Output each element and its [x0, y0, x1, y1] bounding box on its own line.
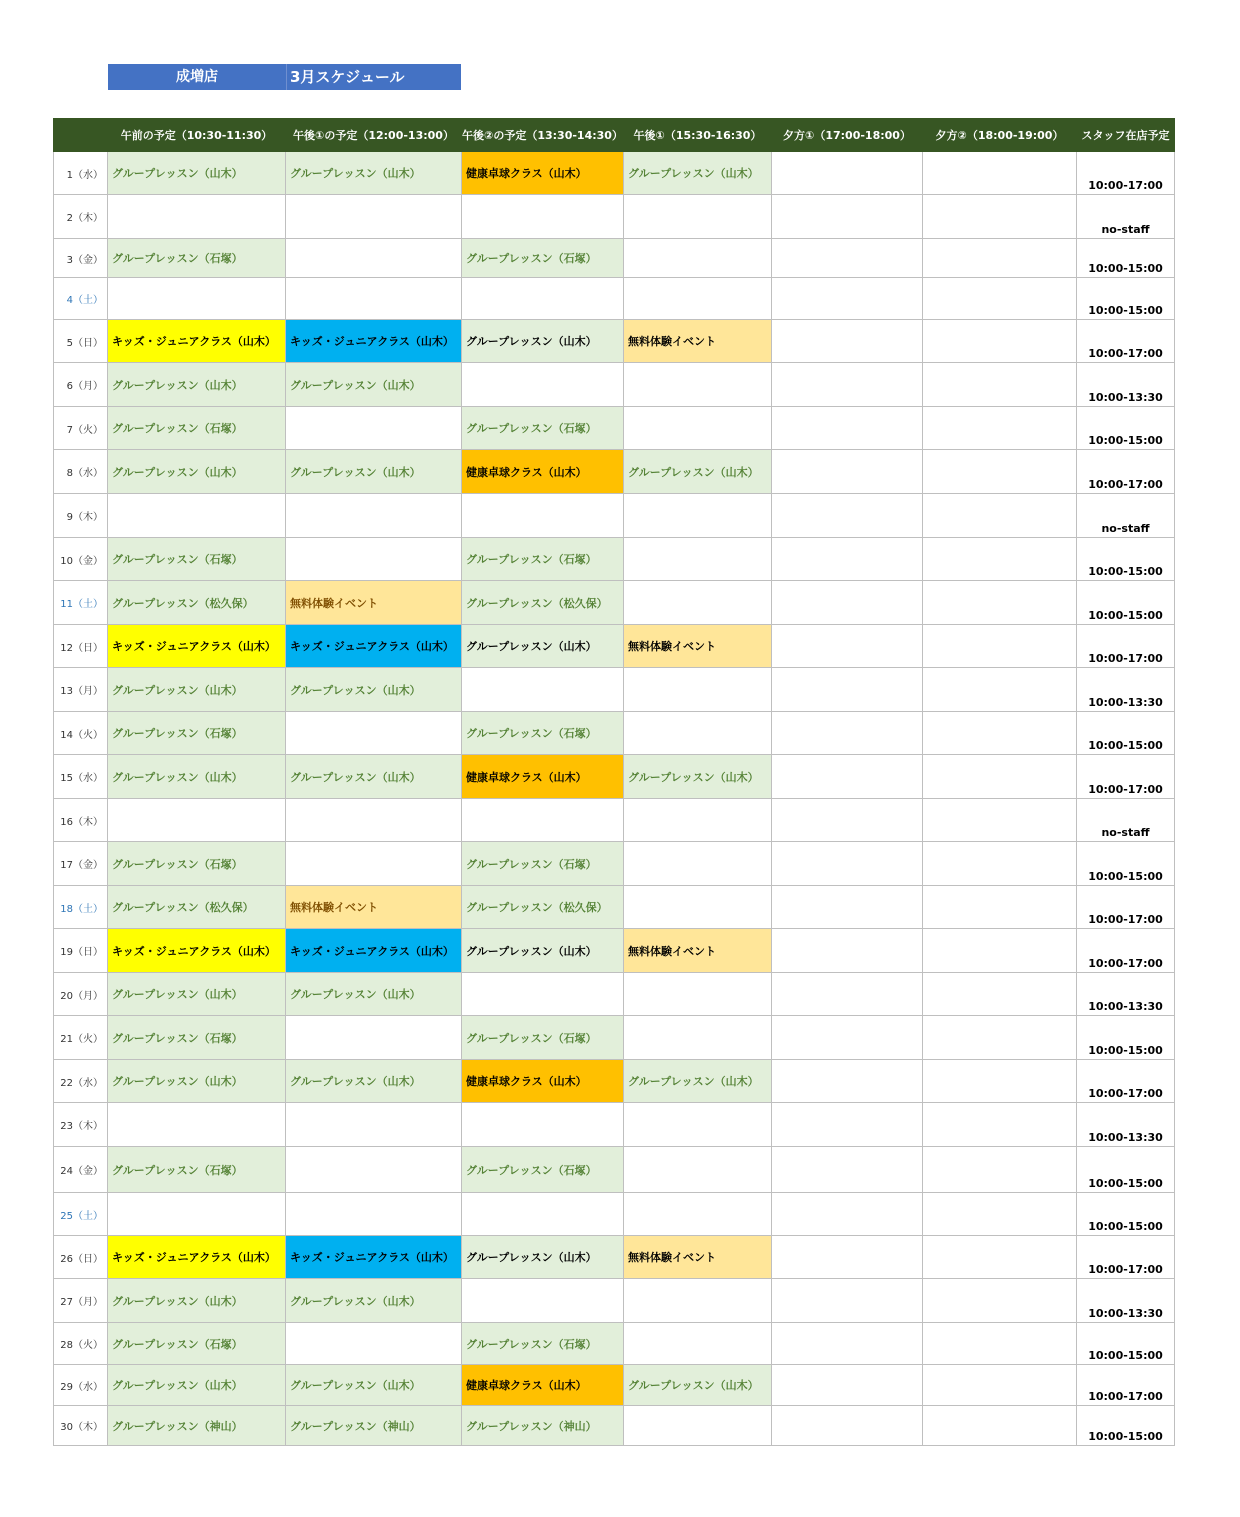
- staff-hours-cell[interactable]: 10:00-17:00: [1077, 1236, 1175, 1279]
- schedule-cell[interactable]: 健康卓球クラス（山木）: [462, 450, 624, 494]
- schedule-cell[interactable]: [772, 929, 923, 973]
- schedule-cell[interactable]: [772, 973, 923, 1016]
- schedule-cell[interactable]: 無料体験イベント: [624, 320, 772, 363]
- schedule-cell[interactable]: グループレッスン（山木）: [624, 450, 772, 494]
- table-row: [54, 239, 1175, 278]
- schedule-cell[interactable]: [624, 538, 772, 581]
- schedule-cell[interactable]: グループレッスン（石塚）: [108, 842, 286, 886]
- schedule-cell[interactable]: [772, 494, 923, 538]
- schedule-month-title: 3月スケジュール: [290, 68, 405, 86]
- staff-hours-cell[interactable]: 10:00-17:00: [1077, 450, 1175, 494]
- store-name: 成増店: [176, 69, 218, 85]
- staff-hours-cell[interactable]: no-staff: [1077, 799, 1175, 842]
- schedule-cell[interactable]: グループレッスン（石塚）: [108, 407, 286, 450]
- schedule-cell[interactable]: キッズ・ジュニアクラス（山木）: [286, 929, 462, 973]
- day-cell[interactable]: 15（水）: [54, 755, 108, 799]
- staff-hours-cell[interactable]: 10:00-13:30: [1077, 668, 1175, 712]
- header-day: [54, 119, 108, 152]
- schedule-cell[interactable]: [462, 363, 624, 407]
- schedule-cell[interactable]: [624, 1323, 772, 1365]
- schedule-cell[interactable]: [286, 278, 462, 320]
- schedule-cell[interactable]: グループレッスン（山木）: [286, 1060, 462, 1103]
- staff-hours-cell[interactable]: 10:00-15:00: [1077, 581, 1175, 625]
- schedule-cell[interactable]: [923, 1193, 1077, 1236]
- schedule-cell[interactable]: [624, 363, 772, 407]
- schedule-cell[interactable]: グループレッスン（石塚）: [108, 1016, 286, 1060]
- schedule-cell[interactable]: 無料体験イベント: [624, 625, 772, 668]
- schedule-cell[interactable]: [624, 278, 772, 320]
- schedule-cell[interactable]: グループレッスン（山木）: [108, 755, 286, 799]
- staff-hours-cell[interactable]: 10:00-13:30: [1077, 363, 1175, 407]
- schedule-body: [54, 152, 1175, 1446]
- day-cell[interactable]: 21（火）: [54, 1016, 108, 1060]
- schedule-cell[interactable]: [772, 1060, 923, 1103]
- schedule-cell[interactable]: [624, 1147, 772, 1193]
- schedule-cell[interactable]: [772, 1103, 923, 1147]
- schedule-cell[interactable]: グループレッスン（山木）: [108, 1279, 286, 1323]
- schedule-cell[interactable]: キッズ・ジュニアクラス（山木）: [108, 320, 286, 363]
- staff-hours-cell[interactable]: 10:00-17:00: [1077, 152, 1175, 195]
- schedule-cell[interactable]: [923, 320, 1077, 363]
- day-cell[interactable]: 9（木）: [54, 494, 108, 538]
- schedule-cell[interactable]: [772, 1323, 923, 1365]
- schedule-cell[interactable]: [462, 1193, 624, 1236]
- header-evening-2: 夕方②（18:00-19:00）: [923, 119, 1077, 152]
- header-afternoon-2: 午後②の予定（13:30-14:30）: [462, 119, 624, 152]
- schedule-cell[interactable]: [624, 886, 772, 929]
- header-afternoon-3: 午後①（15:30-16:30）: [624, 119, 772, 152]
- staff-hours-cell[interactable]: 10:00-17:00: [1077, 320, 1175, 363]
- schedule-cell[interactable]: [772, 1016, 923, 1060]
- schedule-cell[interactable]: [772, 625, 923, 668]
- table-row: [54, 195, 1175, 239]
- table-row: [54, 1406, 1175, 1446]
- staff-hours-cell[interactable]: 10:00-17:00: [1077, 929, 1175, 973]
- day-cell[interactable]: 17（金）: [54, 842, 108, 886]
- schedule-cell[interactable]: グループレッスン（石塚）: [462, 239, 624, 278]
- schedule-cell[interactable]: グループレッスン（山木）: [624, 152, 772, 195]
- staff-hours-cell[interactable]: 10:00-17:00: [1077, 755, 1175, 799]
- schedule-cell[interactable]: [772, 712, 923, 755]
- table-row: [54, 1147, 1175, 1193]
- table-row: [54, 1103, 1175, 1147]
- schedule-cell[interactable]: [923, 450, 1077, 494]
- table-row: [54, 712, 1175, 755]
- schedule-cell[interactable]: [772, 407, 923, 450]
- schedule-cell[interactable]: グループレッスン（石塚）: [462, 1147, 624, 1193]
- schedule-cell[interactable]: [462, 278, 624, 320]
- staff-hours-cell[interactable]: 10:00-15:00: [1077, 278, 1175, 320]
- schedule-cell[interactable]: 無料体験イベント: [624, 1236, 772, 1279]
- title-divider: [286, 64, 287, 90]
- table-row: [54, 842, 1175, 886]
- schedule-cell[interactable]: [772, 538, 923, 581]
- schedule-cell[interactable]: グループレッスン（山木）: [108, 363, 286, 407]
- schedule-cell[interactable]: [624, 1406, 772, 1446]
- day-cell[interactable]: 16（木）: [54, 799, 108, 842]
- schedule-cell[interactable]: [923, 152, 1077, 195]
- table-row: [54, 1323, 1175, 1365]
- schedule-cell[interactable]: [624, 842, 772, 886]
- table-row: [54, 278, 1175, 320]
- schedule-cell[interactable]: [624, 1103, 772, 1147]
- schedule-cell[interactable]: [923, 1236, 1077, 1279]
- table-row: [54, 799, 1175, 842]
- header-evening-1: 夕方①（17:00-18:00）: [772, 119, 923, 152]
- schedule-cell[interactable]: [923, 1060, 1077, 1103]
- day-cell[interactable]: 6（月）: [54, 363, 108, 407]
- day-cell[interactable]: 3（金）: [54, 239, 108, 278]
- schedule-cell[interactable]: グループレッスン（神山）: [108, 1406, 286, 1446]
- table-row: [54, 407, 1175, 450]
- schedule-cell[interactable]: [286, 712, 462, 755]
- schedule-cell[interactable]: [772, 450, 923, 494]
- schedule-cell[interactable]: グループレッスン（山木）: [462, 625, 624, 668]
- day-cell[interactable]: 19（日）: [54, 929, 108, 973]
- schedule-cell[interactable]: [923, 625, 1077, 668]
- schedule-cell[interactable]: [772, 152, 923, 195]
- table-row: [54, 450, 1175, 494]
- staff-hours-cell[interactable]: no-staff: [1077, 195, 1175, 239]
- schedule-cell[interactable]: グループレッスン（山木）: [624, 755, 772, 799]
- schedule-cell[interactable]: [923, 712, 1077, 755]
- staff-hours-cell[interactable]: 10:00-15:00: [1077, 239, 1175, 278]
- day-cell[interactable]: 10（金）: [54, 538, 108, 581]
- schedule-cell[interactable]: [624, 581, 772, 625]
- schedule-cell[interactable]: [624, 668, 772, 712]
- schedule-cell[interactable]: [923, 1365, 1077, 1406]
- schedule-cell[interactable]: [923, 407, 1077, 450]
- schedule-cell[interactable]: [923, 755, 1077, 799]
- day-cell[interactable]: 25（土）: [54, 1193, 108, 1236]
- schedule-cell[interactable]: グループレッスン（山木）: [108, 152, 286, 195]
- schedule-cell[interactable]: 無料体験イベント: [286, 886, 462, 929]
- schedule-cell[interactable]: [923, 494, 1077, 538]
- schedule-cell[interactable]: [286, 407, 462, 450]
- schedule-cell[interactable]: [923, 195, 1077, 239]
- schedule-cell[interactable]: グループレッスン（松久保）: [108, 886, 286, 929]
- schedule-cell[interactable]: [772, 1406, 923, 1446]
- schedule-cell[interactable]: [462, 1103, 624, 1147]
- schedule-cell[interactable]: グループレッスン（石塚）: [108, 1323, 286, 1365]
- schedule-cell[interactable]: [286, 239, 462, 278]
- schedule-cell[interactable]: [772, 1147, 923, 1193]
- schedule-cell[interactable]: [108, 799, 286, 842]
- schedule-cell[interactable]: グループレッスン（石塚）: [462, 712, 624, 755]
- day-cell[interactable]: 11（土）: [54, 581, 108, 625]
- staff-hours-cell[interactable]: 10:00-13:30: [1077, 973, 1175, 1016]
- schedule-cell[interactable]: [624, 239, 772, 278]
- schedule-cell[interactable]: [772, 1193, 923, 1236]
- schedule-cell[interactable]: [923, 799, 1077, 842]
- day-cell[interactable]: 7（火）: [54, 407, 108, 450]
- table-row: [54, 494, 1175, 538]
- header-afternoon-1: 午後①の予定（12:00-13:00）: [286, 119, 462, 152]
- table-row: [54, 973, 1175, 1016]
- schedule-cell[interactable]: [286, 1193, 462, 1236]
- table-row: [54, 1016, 1175, 1060]
- day-cell[interactable]: 1（水）: [54, 152, 108, 195]
- day-cell[interactable]: 18（土）: [54, 886, 108, 929]
- schedule-cell[interactable]: グループレッスン（松久保）: [462, 581, 624, 625]
- header-row: [54, 119, 1175, 152]
- schedule-cell[interactable]: [624, 494, 772, 538]
- table-row: [54, 1060, 1175, 1103]
- table-row: [54, 929, 1175, 973]
- schedule-cell[interactable]: [462, 973, 624, 1016]
- schedule-cell[interactable]: グループレッスン（石塚）: [108, 538, 286, 581]
- schedule-cell[interactable]: [772, 755, 923, 799]
- schedule-cell[interactable]: [108, 1193, 286, 1236]
- schedule-cell[interactable]: キッズ・ジュニアクラス（山木）: [286, 625, 462, 668]
- schedule-cell[interactable]: グループレッスン（石塚）: [108, 239, 286, 278]
- schedule-cell[interactable]: [772, 1279, 923, 1323]
- day-cell[interactable]: 28（火）: [54, 1323, 108, 1365]
- staff-hours-cell[interactable]: 10:00-15:00: [1077, 1016, 1175, 1060]
- staff-hours-cell[interactable]: no-staff: [1077, 494, 1175, 538]
- staff-hours-cell[interactable]: 10:00-13:30: [1077, 1103, 1175, 1147]
- schedule-cell[interactable]: [923, 363, 1077, 407]
- schedule-cell[interactable]: キッズ・ジュニアクラス（山木）: [286, 1236, 462, 1279]
- schedule-cell[interactable]: グループレッスン（石塚）: [462, 407, 624, 450]
- schedule-cell[interactable]: [286, 494, 462, 538]
- schedule-cell[interactable]: [772, 886, 923, 929]
- staff-hours-cell[interactable]: 10:00-15:00: [1077, 712, 1175, 755]
- schedule-cell[interactable]: [624, 712, 772, 755]
- table-row: [54, 1193, 1175, 1236]
- staff-hours-cell[interactable]: 10:00-17:00: [1077, 1365, 1175, 1406]
- header-staff: スタッフ在店予定: [1077, 119, 1175, 152]
- table-row: [54, 625, 1175, 668]
- schedule-cell[interactable]: [286, 842, 462, 886]
- schedule-cell[interactable]: [923, 1016, 1077, 1060]
- schedule-cell[interactable]: グループレッスン（石塚）: [462, 538, 624, 581]
- schedule-cell[interactable]: グループレッスン（山木）: [108, 1365, 286, 1406]
- schedule-cell[interactable]: 健康卓球クラス（山木）: [462, 1060, 624, 1103]
- schedule-cell[interactable]: グループレッスン（山木）: [462, 320, 624, 363]
- staff-hours-cell[interactable]: 10:00-17:00: [1077, 625, 1175, 668]
- staff-hours-cell[interactable]: 10:00-17:00: [1077, 1060, 1175, 1103]
- table-row: [54, 1279, 1175, 1323]
- schedule-cell[interactable]: グループレッスン（山木）: [286, 1279, 462, 1323]
- staff-hours-cell[interactable]: 10:00-13:30: [1077, 1279, 1175, 1323]
- staff-hours-cell[interactable]: 10:00-15:00: [1077, 407, 1175, 450]
- schedule-cell[interactable]: [624, 973, 772, 1016]
- schedule-cell[interactable]: 無料体験イベント: [624, 929, 772, 973]
- schedule-cell[interactable]: 健康卓球クラス（山木）: [462, 755, 624, 799]
- schedule-table: [53, 118, 1175, 1446]
- schedule-cell[interactable]: 無料体験イベント: [286, 581, 462, 625]
- schedule-cell[interactable]: [772, 799, 923, 842]
- table-row: [54, 668, 1175, 712]
- schedule-cell[interactable]: [462, 1279, 624, 1323]
- schedule-cell[interactable]: [923, 1406, 1077, 1446]
- schedule-cell[interactable]: グループレッスン（石塚）: [462, 842, 624, 886]
- day-cell[interactable]: 22（水）: [54, 1060, 108, 1103]
- schedule-cell[interactable]: [624, 1279, 772, 1323]
- schedule-cell[interactable]: [923, 581, 1077, 625]
- staff-hours-cell[interactable]: 10:00-15:00: [1077, 1147, 1175, 1193]
- schedule-cell[interactable]: グループレッスン（山木）: [108, 450, 286, 494]
- schedule-cell[interactable]: [923, 538, 1077, 581]
- schedule-cell[interactable]: [772, 195, 923, 239]
- schedule-cell[interactable]: [772, 239, 923, 278]
- schedule-cell[interactable]: グループレッスン（山木）: [108, 668, 286, 712]
- schedule-cell[interactable]: 健康卓球クラス（山木）: [462, 1365, 624, 1406]
- schedule-cell[interactable]: [923, 842, 1077, 886]
- schedule-cell[interactable]: [923, 886, 1077, 929]
- schedule-cell[interactable]: [772, 668, 923, 712]
- schedule-cell[interactable]: [286, 1016, 462, 1060]
- table-row: [54, 755, 1175, 799]
- schedule-cell[interactable]: [286, 799, 462, 842]
- day-cell[interactable]: 5（日）: [54, 320, 108, 363]
- schedule-cell[interactable]: グループレッスン（山木）: [286, 1365, 462, 1406]
- schedule-cell[interactable]: [624, 407, 772, 450]
- table-row: [54, 581, 1175, 625]
- schedule-cell[interactable]: [286, 538, 462, 581]
- schedule-cell[interactable]: [923, 278, 1077, 320]
- table-row: [54, 1365, 1175, 1406]
- schedule-title-bar: [108, 64, 461, 90]
- day-cell[interactable]: 30（木）: [54, 1406, 108, 1446]
- table-row: [54, 152, 1175, 195]
- schedule-cell[interactable]: [772, 842, 923, 886]
- table-row: [54, 320, 1175, 363]
- schedule-cell[interactable]: [286, 195, 462, 239]
- day-cell[interactable]: 29（水）: [54, 1365, 108, 1406]
- schedule-cell[interactable]: グループレッスン（松久保）: [462, 886, 624, 929]
- schedule-cell[interactable]: グループレッスン（山木）: [624, 1060, 772, 1103]
- schedule-cell[interactable]: グループレッスン（山木）: [286, 973, 462, 1016]
- schedule-cell[interactable]: [624, 195, 772, 239]
- schedule-cell[interactable]: グループレッスン（石塚）: [462, 1016, 624, 1060]
- table-row: [54, 1236, 1175, 1279]
- schedule-cell[interactable]: グループレッスン（山木）: [108, 1060, 286, 1103]
- schedule-cell[interactable]: [923, 973, 1077, 1016]
- schedule-cell[interactable]: グループレッスン（山木）: [624, 1365, 772, 1406]
- staff-hours-cell[interactable]: 10:00-15:00: [1077, 1323, 1175, 1365]
- schedule-cell[interactable]: [462, 494, 624, 538]
- schedule-cell[interactable]: グループレッスン（山木）: [286, 363, 462, 407]
- schedule-cell[interactable]: キッズ・ジュニアクラス（山木）: [108, 1236, 286, 1279]
- schedule-cell[interactable]: [923, 1279, 1077, 1323]
- schedule-header: [54, 119, 1175, 152]
- schedule-cell[interactable]: [286, 1147, 462, 1193]
- staff-hours-cell[interactable]: 10:00-15:00: [1077, 1193, 1175, 1236]
- header-morning: 午前の予定（10:30-11:30）: [108, 119, 286, 152]
- schedule-cell[interactable]: [624, 1016, 772, 1060]
- schedule-cell[interactable]: [462, 195, 624, 239]
- day-cell[interactable]: 2（木）: [54, 195, 108, 239]
- schedule-cell[interactable]: [624, 1193, 772, 1236]
- schedule-cell[interactable]: [462, 799, 624, 842]
- schedule-cell[interactable]: [923, 668, 1077, 712]
- day-cell[interactable]: 14（火）: [54, 712, 108, 755]
- schedule-cell[interactable]: [108, 195, 286, 239]
- table-row: [54, 886, 1175, 929]
- schedule-cell[interactable]: キッズ・ジュニアクラス（山木）: [108, 625, 286, 668]
- staff-hours-cell[interactable]: 10:00-15:00: [1077, 538, 1175, 581]
- schedule-cell[interactable]: 健康卓球クラス（山木）: [462, 152, 624, 195]
- schedule-cell[interactable]: キッズ・ジュニアクラス（山木）: [286, 320, 462, 363]
- schedule-cell[interactable]: グループレッスン（石塚）: [108, 712, 286, 755]
- day-cell[interactable]: 20（月）: [54, 973, 108, 1016]
- schedule-cell[interactable]: グループレッスン（神山）: [462, 1406, 624, 1446]
- day-cell[interactable]: 26（日）: [54, 1236, 108, 1279]
- schedule-cell[interactable]: グループレッスン（石塚）: [462, 1323, 624, 1365]
- schedule-cell[interactable]: [923, 929, 1077, 973]
- schedule-cell[interactable]: [286, 1103, 462, 1147]
- schedule-cell[interactable]: グループレッスン（山木）: [286, 668, 462, 712]
- table-row: [54, 538, 1175, 581]
- schedule-cell[interactable]: [772, 363, 923, 407]
- staff-hours-cell[interactable]: 10:00-17:00: [1077, 886, 1175, 929]
- schedule-cell[interactable]: [923, 1147, 1077, 1193]
- schedule-cell[interactable]: [772, 278, 923, 320]
- staff-hours-cell[interactable]: 10:00-15:00: [1077, 1406, 1175, 1446]
- schedule-cell[interactable]: グループレッスン（松久保）: [108, 581, 286, 625]
- day-cell[interactable]: 13（月）: [54, 668, 108, 712]
- schedule-cell[interactable]: グループレッスン（山木）: [286, 450, 462, 494]
- table-row: [54, 363, 1175, 407]
- schedule-cell[interactable]: [108, 494, 286, 538]
- schedule-cell[interactable]: [772, 1365, 923, 1406]
- schedule-cell[interactable]: グループレッスン（山木）: [286, 755, 462, 799]
- schedule-cell[interactable]: [772, 1236, 923, 1279]
- schedule-cell[interactable]: グループレッスン（山木）: [286, 152, 462, 195]
- staff-hours-cell[interactable]: 10:00-15:00: [1077, 842, 1175, 886]
- schedule-cell[interactable]: [624, 799, 772, 842]
- schedule-cell[interactable]: [923, 239, 1077, 278]
- schedule-cell[interactable]: [286, 1323, 462, 1365]
- schedule-cell[interactable]: グループレッスン（石塚）: [108, 1147, 286, 1193]
- schedule-cell[interactable]: [462, 668, 624, 712]
- schedule-cell[interactable]: グループレッスン（山木）: [462, 929, 624, 973]
- schedule-cell[interactable]: [772, 581, 923, 625]
- schedule-cell[interactable]: [108, 1103, 286, 1147]
- schedule-cell[interactable]: [923, 1323, 1077, 1365]
- schedule-cell[interactable]: [772, 320, 923, 363]
- day-cell[interactable]: 8（水）: [54, 450, 108, 494]
- schedule-cell[interactable]: [923, 1103, 1077, 1147]
- schedule-cell[interactable]: グループレッスン（山木）: [108, 973, 286, 1016]
- day-cell[interactable]: 12（日）: [54, 625, 108, 668]
- day-cell[interactable]: 24（金）: [54, 1147, 108, 1193]
- day-cell[interactable]: 4（土）: [54, 278, 108, 320]
- schedule-cell[interactable]: グループレッスン（山木）: [462, 1236, 624, 1279]
- day-cell[interactable]: 27（月）: [54, 1279, 108, 1323]
- day-cell[interactable]: 23（木）: [54, 1103, 108, 1147]
- schedule-cell[interactable]: キッズ・ジュニアクラス（山木）: [108, 929, 286, 973]
- schedule-cell[interactable]: [108, 278, 286, 320]
- schedule-cell[interactable]: グループレッスン（神山）: [286, 1406, 462, 1446]
